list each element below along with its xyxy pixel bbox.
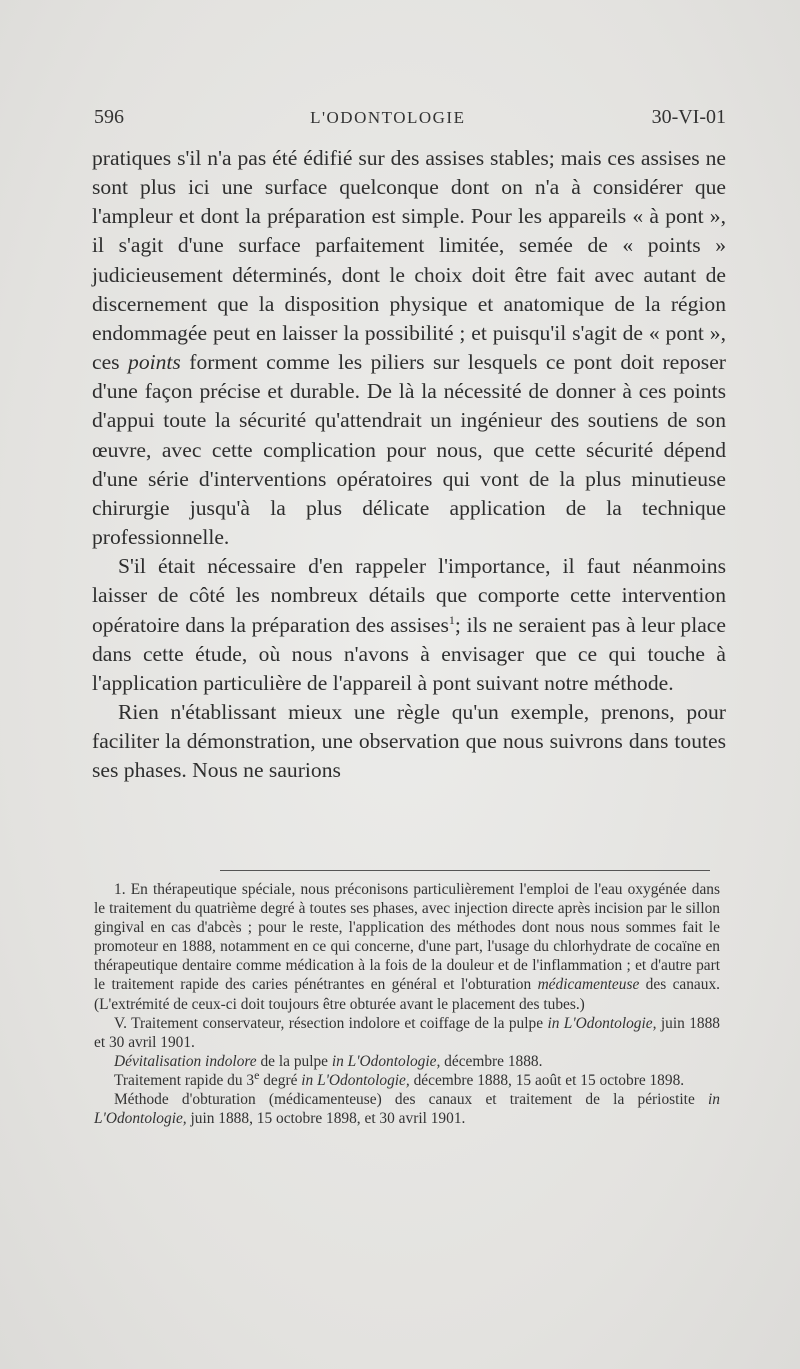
- paragraph-2: [92, 552, 726, 698]
- footnote-1: [94, 880, 720, 1014]
- footnote-1-emphasis: médicamenteuse: [537, 976, 640, 994]
- footnote-divider: [220, 870, 710, 871]
- paragraph-1-text-b: forment comme les piliers sur lesquels ce pont doit reposer d'une façon précise et durable. De là la nécessité de donner à ces points d'appui toute la sécurité qu'attendrait un ingénieur des soutiens de son œuvre, avec cette complication pour nous, que cette sécurité dépend d'une série d'interventions opératoires qui vont de la plus minutieuse chirurgie jusqu'à la plus délicate application de la technique professionnelle.: [92, 350, 726, 550]
- footnote-ref-1: [94, 1014, 720, 1052]
- footnotes: [94, 880, 720, 1128]
- footnote-ref-3-text-a: Traitement rapide du 3: [114, 1071, 255, 1089]
- footnote-ref-3-sup: e: [254, 1067, 260, 1082]
- paragraph-2-text-a: S'il était nécessaire d'en rappeler l'importance, il faut néanmoins laisser de côté les nombreux détails que comporte cette intervention opératoire dans la préparation des assises: [92, 554, 726, 637]
- footnote-ref-1-journal: in L'Odontologie,: [547, 1014, 657, 1032]
- paragraph-1: [92, 144, 726, 552]
- footnote-ref-2-text-b: décembre 1888.: [440, 1052, 543, 1070]
- footnote-ref-1-text-b: juin 1888 et 30 avril 1901.: [94, 1014, 720, 1051]
- footnote-ref-4: [94, 1090, 720, 1128]
- footnote-ref-3-text-b: degré: [259, 1071, 302, 1089]
- footnote-ref-4-journal: in L'Odontologie,: [94, 1091, 720, 1128]
- journal-title: L'ODONTOLOGIE: [310, 108, 466, 127]
- issue-date: 30-VI-01: [651, 106, 726, 128]
- main-text: [92, 144, 726, 785]
- footnote-ref-3-journal: in L'Odontologie,: [301, 1071, 410, 1089]
- footnote-ref-3-text-c: décembre 1888, 15 août et 15 octobre 1898.: [409, 1071, 685, 1089]
- footnote-reference[interactable]: 1: [448, 612, 455, 627]
- footnote-ref-4-text-b: juin 1888, 15 octobre 1898, et 30 avril 1901.: [186, 1110, 466, 1128]
- paragraph-3: Rien n'établissant mieux une règle qu'un exemple, prenons, pour faciliter la démonstration, une observation que nous suivrons dans toutes ses phases. Nous ne saurions: [92, 699, 726, 783]
- footnote-ref-2-title: Dévitalisation indolore: [114, 1052, 257, 1070]
- paragraph-1-text-a: pratiques s'il n'a pas été édifié sur des assises stables; mais ces assises ne sont plus ici une surface quelconque dont on n'a à considérer que l'ampleur et dont la préparation est simple. Pour les appareils « à pont », il s'agit d'une surface parfaitement limitée, semée de « points » judicieusement déterminés, dont le choix doit être fait avec autant de discernement que la disposition physique et anatomique de la région endommagée peut en laisser la possibilité ; et puisqu'il s'agit de « pont », ces: [92, 146, 726, 375]
- footnote-ref-2-journal: in L'Odontologie,: [331, 1052, 441, 1070]
- running-header: [94, 106, 726, 129]
- paragraph-1-emphasis: points: [128, 350, 181, 375]
- footnote-1-text-b: des canaux. (L'extrémité de ceux-ci doit toujours être obturée avant le placement des tubes.): [94, 976, 721, 1013]
- footnote-ref-4-text-a: Méthode d'obturation (médicamenteuse) des canaux et traitement de la périostite: [114, 1091, 709, 1109]
- footnote-1-text-a: 1. En thérapeutique spéciale, nous préconisons particulièrement l'emploi de l'eau oxygénée dans le traitement du quatrième degré à toutes ses phases, avec injection directe après incision par le sillon gingival en cas d'abcès ; pour le reste, l'application des méthodes dont nous nous sommes fait le promoteur en 1888, notamment en ce qui concerne, d'une part, l'usage du chlorhydrate de cocaïne en thérapeutique dentaire comme médication à la fois de la douleur et de l'inflammation ; et d'autre part le traitement rapide des caries pénétrantes en général et l'obturation: [94, 881, 720, 994]
- footnote-ref-2-text-a: de la pulpe: [256, 1052, 332, 1070]
- page-number: 596: [94, 106, 124, 128]
- paragraph-2-text-b: ; ils ne seraient pas à leur place dans cette étude, où nous n'avons à envisager que ce qui touche à l'application particulière de l'appareil à pont suivant notre méthode.: [92, 612, 726, 695]
- footnote-ref-1-text-a: V. Traitement conservateur, résection indolore et coiffage de la pulpe: [114, 1014, 548, 1032]
- footnote-ref-3: [94, 1067, 720, 1090]
- footnote-ref-2: [94, 1052, 720, 1071]
